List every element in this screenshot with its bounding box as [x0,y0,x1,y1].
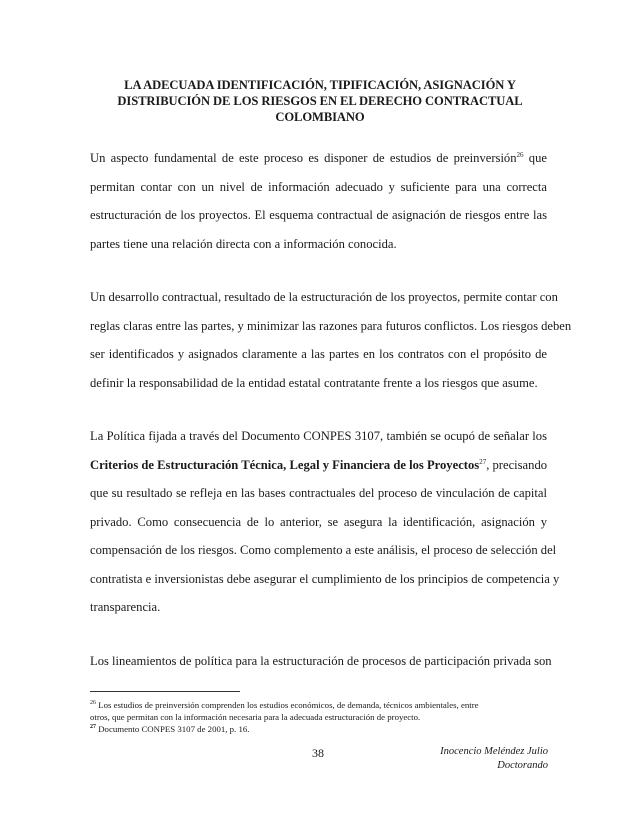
page-number: 38 [312,746,324,760]
author-name: Inocencio Meléndez Julio [440,746,548,757]
footnote-27 [90,723,548,735]
title-line-1: LA ADECUADA IDENTIFICACIÓN, TIPIFICACIÓN, ASIGNACIÓN Y [124,78,516,92]
page-title [90,77,550,125]
paragraph-2-line-2: reglas claras entre las partes, y minimizar las razones para futuros conflictos. Los riesgos deben [90,318,572,333]
footnote-27-text: Documento CONPES 3107 de 2001, p. 16. [96,724,250,734]
p1-text-a: Un aspecto fundamental de este proceso es disponer de estudios de preinversión [90,151,517,165]
paragraph-2 [90,283,572,397]
paragraph-3 [90,422,560,622]
paragraph-1-line-4: partes tiene una relación directa con a información conocida. [90,236,397,251]
footnote-26-line-1: Los estudios de preinversión comprenden los estudios económicos, de demanda, técnicos ambientales, entre [96,700,479,710]
paragraph-2-line-4: definir la responsabilidad de la entidad estatal contratante frente a los riesgos que asume. [90,375,538,390]
paragraph-3-line-5: compensación de los riesgos. Como complemento a este análisis, el proceso de selección del [90,543,557,557]
criteria-heading: Criterios de Estructuración Técnica, Legal y Financiera de los Proyectos [90,457,480,472]
paragraph-4-line-1: Los lineamientos de política para la estructuración de procesos de participación privada son [90,654,552,668]
paragraph-2-line-3: ser identificados y asignados claramente a las partes en los contratos con el propósito de [90,347,547,361]
paragraph-3-line-1: La Política fijada a través del Documento CONPES 3107, también se ocupó de señalar los [90,429,547,443]
paragraph-3-line-2 [90,451,547,480]
footnote-26 [90,699,548,723]
author-block [440,745,548,773]
footnote-divider [90,691,240,692]
paragraph-1-line-2: permitan contar con un nivel de información adecuado y suficiente para una correcta [90,179,547,194]
footnote-ref-26[interactable]: 26 [516,150,524,159]
title-line-3: COLOMBIANO [275,110,365,124]
author-role: Doctorando [497,760,548,771]
paragraph-1-line-1 [90,144,547,173]
paragraph-3-line-7: transparencia. [90,600,161,614]
paragraph-1-line-3: estructuración de los proyectos. El esquema contractual de asignación de riesgos entre las [90,208,547,222]
p1-text-b: que [523,151,547,165]
p3-line-2-tail: , precisando [486,457,548,472]
paragraph-1 [90,144,547,258]
footnote-26-number: 26 [90,700,96,707]
footnote-27-number: 27 [90,724,96,731]
paragraph-3-line-6: contratista e inversionistas debe asegurar el cumplimiento de los principios de competencia y [90,571,560,586]
paragraph-3-line-3: que su resultado se refleja en las bases contractuales del proceso de vinculación de capital [90,486,547,500]
paragraph-3-line-4: privado. Como consecuencia de lo anterior, se asegura la identificación, asignación y [90,514,547,529]
footnote-ref-27[interactable]: 27 [479,457,487,466]
title-line-2: DISTRIBUCIÓN DE LOS RIESGOS EN EL DERECHO CONTRACTUAL [117,94,523,108]
footnote-26-line-2: otros, que permitan con la información necesaria para la adecuada estructuración de proyecto. [90,712,421,722]
paragraph-4 [90,647,552,676]
paragraph-2-line-1: Un desarrollo contractual, resultado de la estructuración de los proyectos, permite contar con [90,290,558,304]
